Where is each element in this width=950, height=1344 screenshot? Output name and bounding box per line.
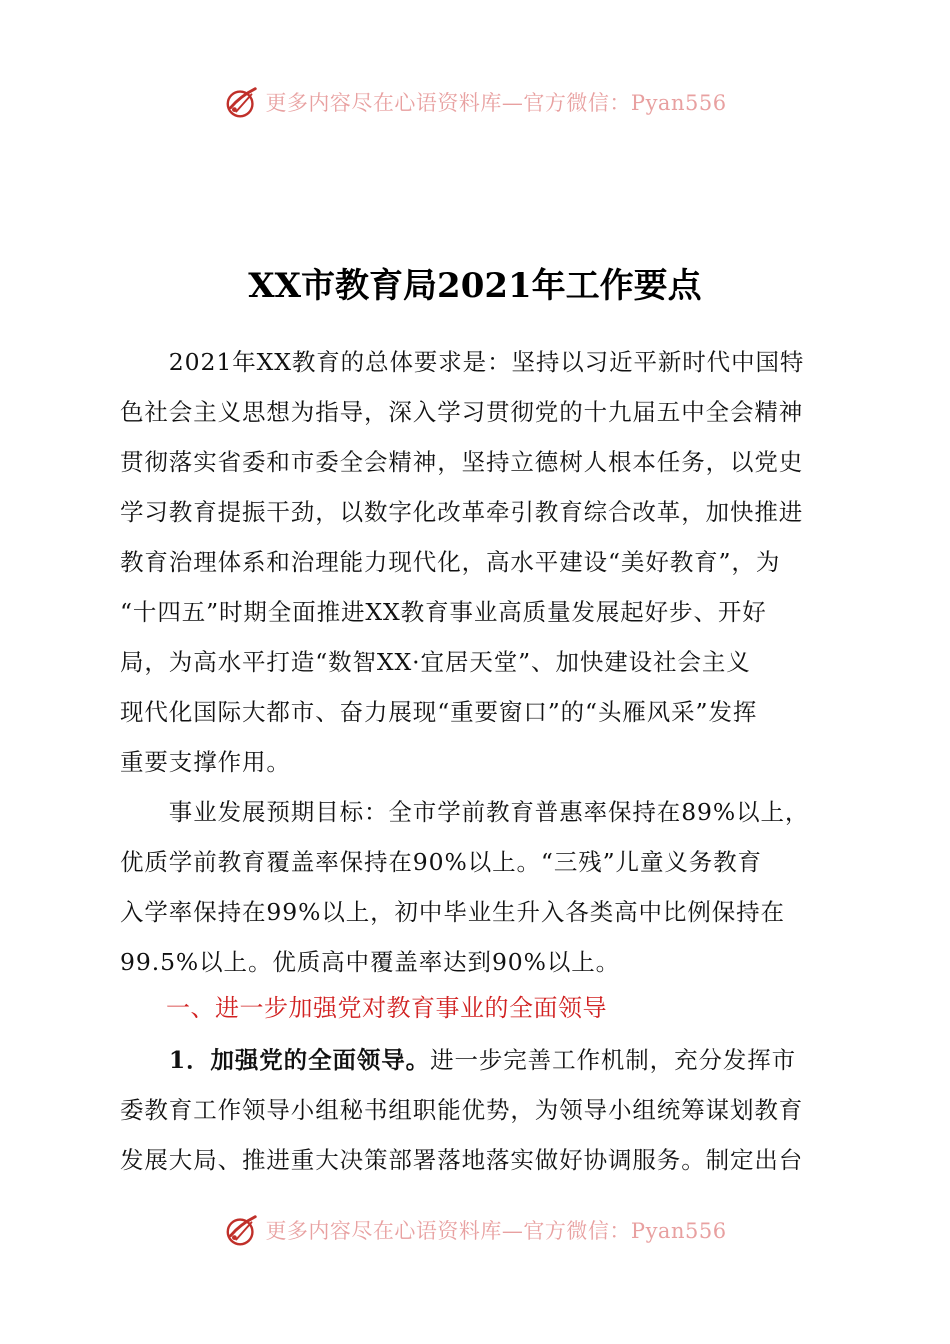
paragraph-line: 色社会主义思想为指导，深入学习贯彻党的十九届五中全会精神 [120, 398, 804, 426]
paragraph-line: 事业发展预期目标：全市学前教育普惠率保持在89%以上， [120, 798, 810, 826]
pen-logo-icon [223, 83, 261, 121]
paragraph-line [120, 1035, 834, 1085]
paragraph-item-1 [120, 1035, 834, 1185]
item-text: 进一步完善工作机制，充分发挥市 [430, 1046, 797, 1074]
watermark-banner-bottom [0, 1208, 950, 1252]
section-heading: 一、进一步加强党对教育事业的全面领导 [166, 994, 607, 1022]
watermark-text: 更多内容尽在心语资料库—官方微信：Pyan556 [265, 1219, 727, 1243]
pen-logo-icon [223, 1211, 261, 1249]
paragraph-line: 委教育工作领导小组秘书组职能优势，为领导小组统筹谋划教育 [120, 1096, 804, 1124]
paragraph-line: 局，为高水平打造“数智XX·宜居天堂”、加快建设社会主义 [120, 648, 751, 676]
watermark-banner-top [0, 80, 950, 124]
paragraph-line: 优质学前教育覆盖率保持在90%以上。“三残”儿童义务教育 [120, 848, 762, 876]
paragraph-line: 2021年XX教育的总体要求是：坚持以习近平新时代中国特 [120, 348, 805, 376]
watermark-text: 更多内容尽在心语资料库—官方微信：Pyan556 [265, 91, 727, 115]
paragraph-line: “十四五”时期全面推进XX教育事业高质量发展起好步、开好 [120, 598, 767, 626]
paragraph-line: 入学率保持在99%以上，初中毕业生升入各类高中比例保持在 [120, 898, 785, 926]
document-title: XX市教育局2021年工作要点 [248, 266, 702, 306]
paragraph-line: 贯彻落实省委和市委全会精神，坚持立德树人根本任务，以党史 [120, 448, 804, 476]
paragraph-line: 教育治理体系和治理能力现代化，高水平建设“美好教育”，为 [120, 548, 781, 576]
paragraph-targets [120, 787, 834, 987]
paragraph-line: 重要支撑作用。 [120, 748, 291, 776]
paragraph-overview [120, 337, 834, 787]
paragraph-line: 学习教育提振干劲，以数字化改革牵引教育综合改革，加快推进 [120, 498, 804, 526]
paragraph-line: 99.5%以上。优质高中覆盖率达到90%以上。 [120, 948, 621, 976]
paragraph-line: 发展大局、推进重大决策部署落地落实做好协调服务。制定出台 [120, 1146, 804, 1174]
paragraph-line: 现代化国际大都市、奋力展现“重要窗口”的“头雁风采”发挥 [120, 698, 758, 726]
item-lead: 1．加强党的全面领导。 [168, 1046, 431, 1074]
